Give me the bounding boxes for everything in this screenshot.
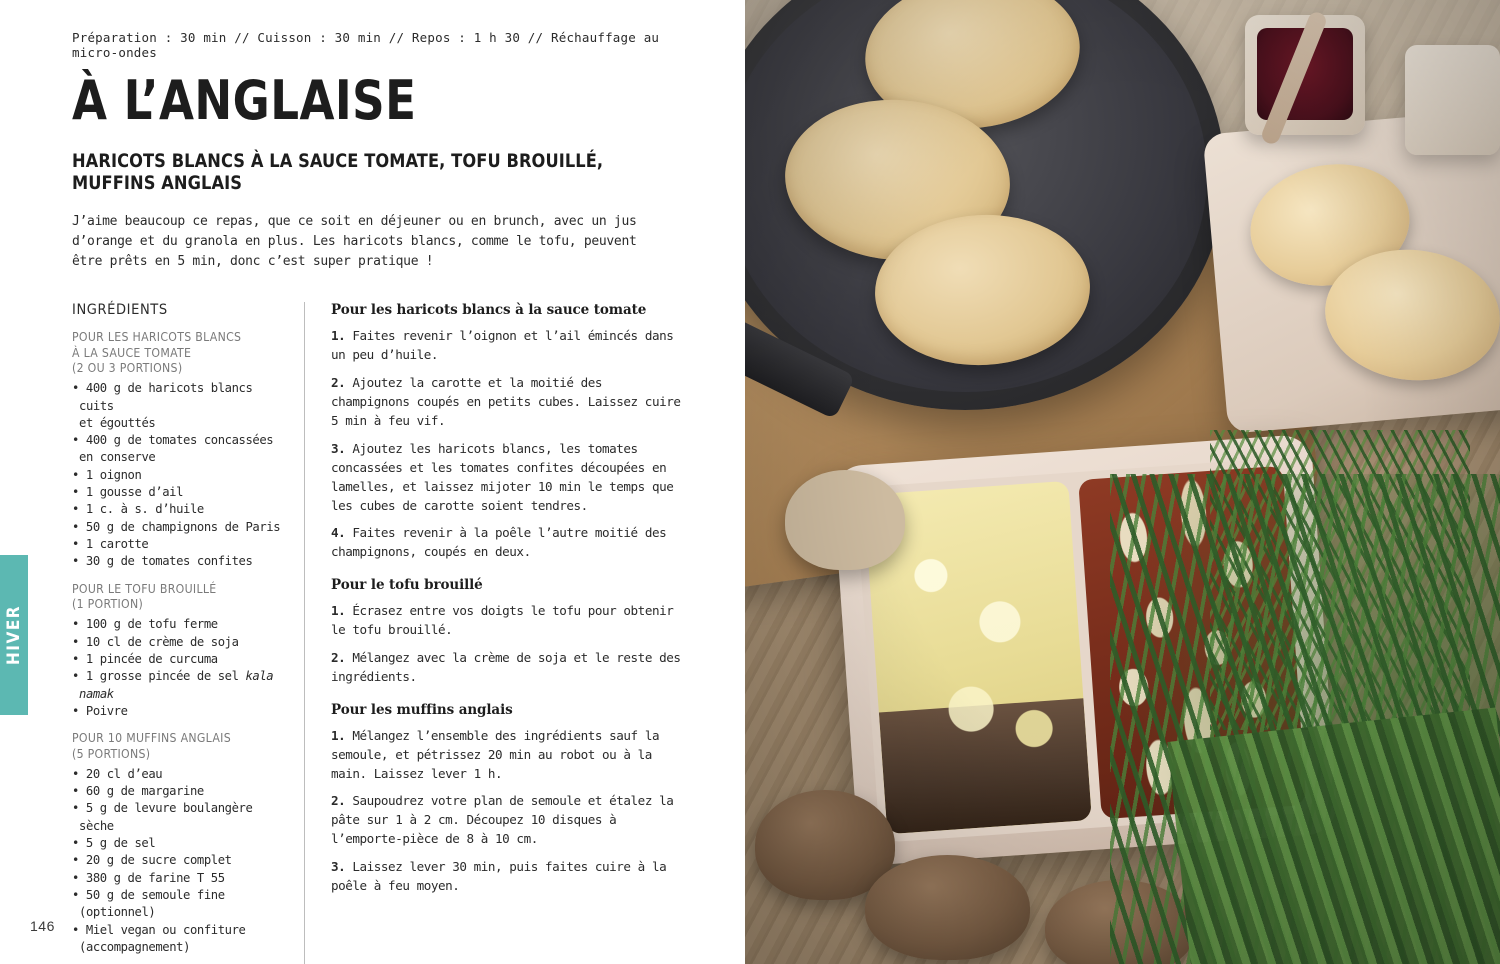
list-item: • 20 g de sucre complet xyxy=(72,853,232,868)
ingredient-groups xyxy=(72,330,286,956)
ingredient-group xyxy=(72,582,286,720)
list-item: • 1 c. à s. d’huile xyxy=(72,502,204,517)
step-item: 4. Faites revenir à la poêle l’autre moitié des champignons, coupés en deux. xyxy=(331,525,667,560)
list-item: • 50 g de champignons de Paris xyxy=(72,519,281,534)
step-heading: Pour les muffins anglais xyxy=(331,701,513,718)
step-block xyxy=(331,577,681,687)
recipe-photo xyxy=(745,0,1500,964)
mushroom xyxy=(785,470,905,570)
mushroom xyxy=(865,855,1030,960)
list-item: • 20 cl d’eau xyxy=(72,766,163,781)
step-block xyxy=(331,302,681,562)
list-item: • 1 pincée de curcuma xyxy=(72,651,218,666)
list-item: • Poivre xyxy=(72,703,128,718)
list-item: • 1 oignon xyxy=(72,467,142,482)
list-item: • 30 g de tomates confites xyxy=(72,554,253,569)
column-divider xyxy=(304,302,305,964)
step-item: 2. Mélangez avec la crème de soja et le reste des ingrédients. xyxy=(331,650,681,684)
list-item: • 50 g de semoule fine (optionnel) xyxy=(72,888,225,920)
list-item: • 1 gousse d’ail xyxy=(72,485,183,500)
page-title: À L’ANGLAISE xyxy=(72,69,417,132)
ingredients-column xyxy=(72,302,304,964)
list-item: • 5 g de levure boulangère sèche xyxy=(72,801,253,833)
list-item: • Miel vegan ou confiture (accompagnement) xyxy=(72,922,246,955)
ingredient-group-title: POUR 10 MUFFINS ANGLAIS (5 PORTIONS) xyxy=(72,731,231,761)
scallions xyxy=(1167,707,1500,964)
season-tab xyxy=(0,555,28,715)
list-item: • 400 g de tomates concassées en conserve xyxy=(72,433,274,465)
recipe-intro: J’aime beaucoup ce repas, que ce soit en déjeuner ou en brunch, avec un jus d’orange et du granola en plus. Les haricots blancs, comme le tofu, peuvent être prêts en 5 min, donc c’est super pratique ! xyxy=(72,214,637,270)
ingredient-group xyxy=(72,731,286,956)
step-item: 3. Ajoutez les haricots blancs, les tomates concassées et les tomates confites découpées en lamelles, et laissez mijoter 10 min le temps que les cubes de carotte soient tendres. xyxy=(331,440,674,513)
small-jar xyxy=(1405,45,1500,155)
list-item: • 1 carotte xyxy=(72,537,149,552)
step-blocks xyxy=(331,302,681,895)
left-text-page xyxy=(0,0,745,964)
list-item: • 380 g de farine T 55 xyxy=(72,870,225,885)
ingredient-group-title: POUR LE TOFU BROUILLÉ (1 PORTION) xyxy=(72,581,217,612)
ingredient-group-title: POUR LES HARICOTS BLANCS À LA SAUCE TOMATE (2 OU 3 PORTIONS) xyxy=(72,330,242,375)
recipe-content xyxy=(72,30,687,964)
step-block xyxy=(331,702,681,896)
page-number: 146 xyxy=(30,918,55,934)
list-item: • 100 g de tofu ferme xyxy=(72,617,218,632)
step-item: 3. Laissez lever 30 min, puis faites cuire à la poêle à feu moyen. xyxy=(331,859,667,894)
ingredient-group xyxy=(72,330,286,570)
step-item: 2. Ajoutez la carotte et la moitié des champignons coupés en petits cubes. Laissez cuire 5 min à feu vif. xyxy=(331,375,681,428)
step-heading: Pour les haricots blancs à la sauce tomate xyxy=(331,302,647,319)
list-item: • 1 grosse pincée de sel kala namak xyxy=(72,669,274,701)
steps-column xyxy=(331,302,681,964)
recipe-timings: Préparation : 30 min // Cuisson : 30 min // Repos : 1 h 30 // Réchauffage au micro-ondes xyxy=(72,30,660,60)
recipe-subtitle: HARICOTS BLANCS À LA SAUCE TOMATE, TOFU BROUILLÉ, MUFFINS ANGLAIS xyxy=(72,150,604,194)
list-item: • 60 g de margarine xyxy=(72,784,204,799)
cooked-mushrooms xyxy=(879,698,1092,834)
step-item: 1. Mélangez l’ensemble des ingrédients sauf la semoule, et pétrissez 20 min au robot ou à la main. Laissez lever 1 h. xyxy=(331,727,660,781)
ingredients-heading: INGRÉDIENTS xyxy=(72,302,168,319)
ingredient-list xyxy=(72,380,286,571)
step-item: 2. Saupoudrez votre plan de semoule et étalez la pâte sur 1 à 2 cm. Découpez 10 disques à l’emporte-pièce de 8 à 10 cm. xyxy=(331,793,674,847)
ingredient-list xyxy=(72,616,286,720)
step-item: 1. Faites revenir l’oignon et l’ail émincés dans un peu d’huile. xyxy=(331,328,674,363)
list-item: • 5 g de sel xyxy=(72,836,156,851)
step-heading: Pour le tofu brouillé xyxy=(331,577,483,594)
step-item: 1. Écrasez entre vos doigts le tofu pour obtenir le tofu brouillé. xyxy=(331,603,674,638)
recipe-columns xyxy=(72,302,687,964)
list-item: • 400 g de haricots blancs cuits et égouttés xyxy=(72,381,253,430)
season-tab-label: HIVER xyxy=(4,604,24,665)
ingredient-list xyxy=(72,766,286,957)
list-item: • 10 cl de crème de soja xyxy=(72,634,239,649)
